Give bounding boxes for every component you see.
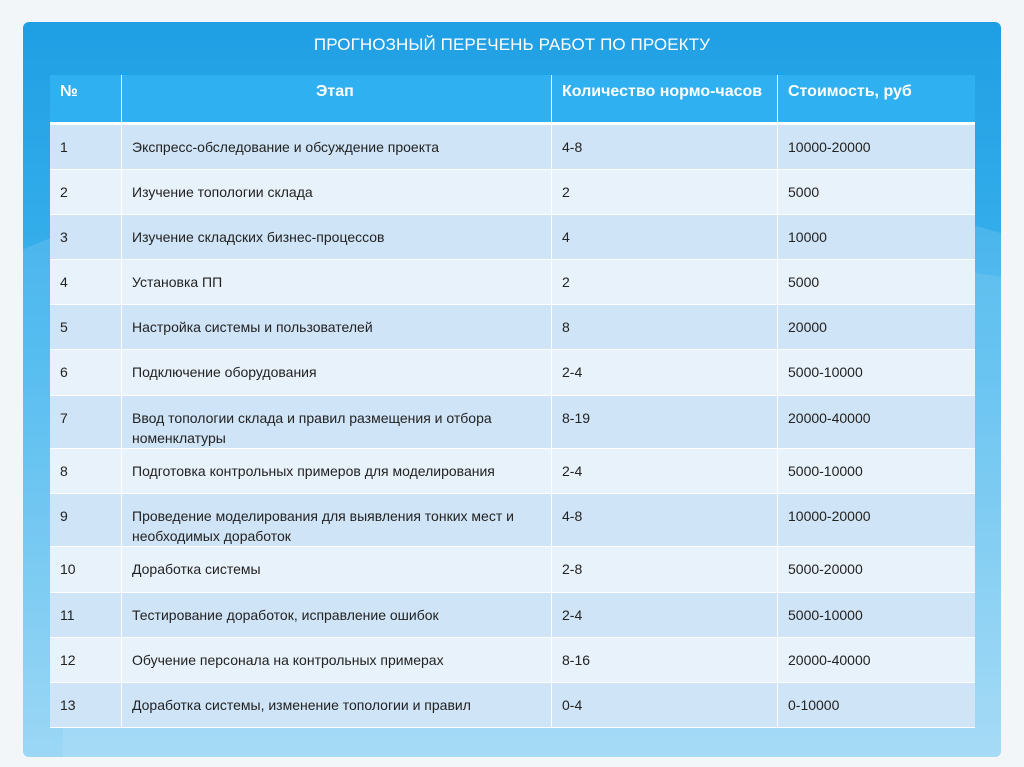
cell-stage: Настройка системы и пользователей: [122, 305, 552, 350]
cell-hours: 2: [552, 260, 778, 305]
cell-cost: 10000-20000: [778, 494, 975, 547]
table-row: [50, 396, 975, 449]
cell-num: 1: [50, 125, 122, 170]
cell-stage: Подготовка контрольных примеров для моделирования: [122, 449, 552, 494]
cell-hours: 2-4: [552, 593, 778, 638]
table-row: [50, 170, 975, 215]
cell-stage: Установка ПП: [122, 260, 552, 305]
table-header-row: [50, 75, 975, 125]
cell-stage: Изучение топологии склада: [122, 170, 552, 215]
cell-stage: Проведение моделирования для выявления тонких мест и необходимых доработок: [122, 494, 552, 547]
table-row: [50, 260, 975, 305]
cell-num: 12: [50, 638, 122, 683]
cell-hours: 2-8: [552, 547, 778, 593]
cell-num: 5: [50, 305, 122, 350]
cell-cost: 5000: [778, 260, 975, 305]
table-body: [50, 125, 975, 728]
cell-num: 10: [50, 547, 122, 593]
cell-cost: 20000-40000: [778, 396, 975, 449]
cell-hours: 2: [552, 170, 778, 215]
cell-hours: 0-4: [552, 683, 778, 728]
cell-num: 13: [50, 683, 122, 728]
cell-num: 6: [50, 350, 122, 396]
header-stage: Этап: [122, 75, 552, 125]
cell-cost: 0-10000: [778, 683, 975, 728]
table-row: [50, 125, 975, 170]
cell-hours: 4: [552, 215, 778, 260]
cell-stage: Доработка системы: [122, 547, 552, 593]
cell-cost: 5000-10000: [778, 350, 975, 396]
cell-cost: 5000-10000: [778, 593, 975, 638]
cell-cost: 10000-20000: [778, 125, 975, 170]
cell-num: 9: [50, 494, 122, 547]
cell-hours: 2-4: [552, 350, 778, 396]
cell-num: 7: [50, 396, 122, 449]
cell-num: 4: [50, 260, 122, 305]
cell-num: 11: [50, 593, 122, 638]
page-title: ПРОГНОЗНЫЙ ПЕРЕЧЕНЬ РАБОТ ПО ПРОЕКТУ: [313, 35, 711, 54]
cell-cost: 20000-40000: [778, 638, 975, 683]
table-row: [50, 494, 975, 547]
cell-stage: Доработка системы, изменение топологии и правил: [122, 683, 552, 728]
cell-num: 8: [50, 449, 122, 494]
cell-stage: Обучение персонала на контрольных примерах: [122, 638, 552, 683]
table-row: [50, 350, 975, 396]
table-row: [50, 593, 975, 638]
table-row: [50, 547, 975, 593]
header-cost: Стоимость, руб: [778, 75, 975, 125]
header-hours: Количество нормо-часов: [552, 75, 778, 125]
cell-stage: Изучение складских бизнес-процессов: [122, 215, 552, 260]
cell-cost: 5000-10000: [778, 449, 975, 494]
cell-num: 2: [50, 170, 122, 215]
cell-hours: 2-4: [552, 449, 778, 494]
cell-hours: 8-19: [552, 396, 778, 449]
cell-hours: 8-16: [552, 638, 778, 683]
cell-hours: 4-8: [552, 494, 778, 547]
works-table: [50, 75, 975, 728]
cell-cost: 20000: [778, 305, 975, 350]
cell-hours: 4-8: [552, 125, 778, 170]
header-num: №: [50, 75, 122, 125]
table-row: [50, 215, 975, 260]
cell-num: 3: [50, 215, 122, 260]
cell-cost: 10000: [778, 215, 975, 260]
table-row: [50, 683, 975, 728]
cell-cost: 5000: [778, 170, 975, 215]
table-row: [50, 638, 975, 683]
cell-cost: 5000-20000: [778, 547, 975, 593]
cell-stage: Тестирование доработок, исправление ошибок: [122, 593, 552, 638]
cell-hours: 8: [552, 305, 778, 350]
table-row: [50, 305, 975, 350]
table-row: [50, 449, 975, 494]
cell-stage: Подключение оборудования: [122, 350, 552, 396]
cell-stage: Ввод топологии склада и правил размещения и отбора номенклатуры: [122, 396, 552, 449]
cell-stage: Экспресс-обследование и обсуждение проекта: [122, 125, 552, 170]
